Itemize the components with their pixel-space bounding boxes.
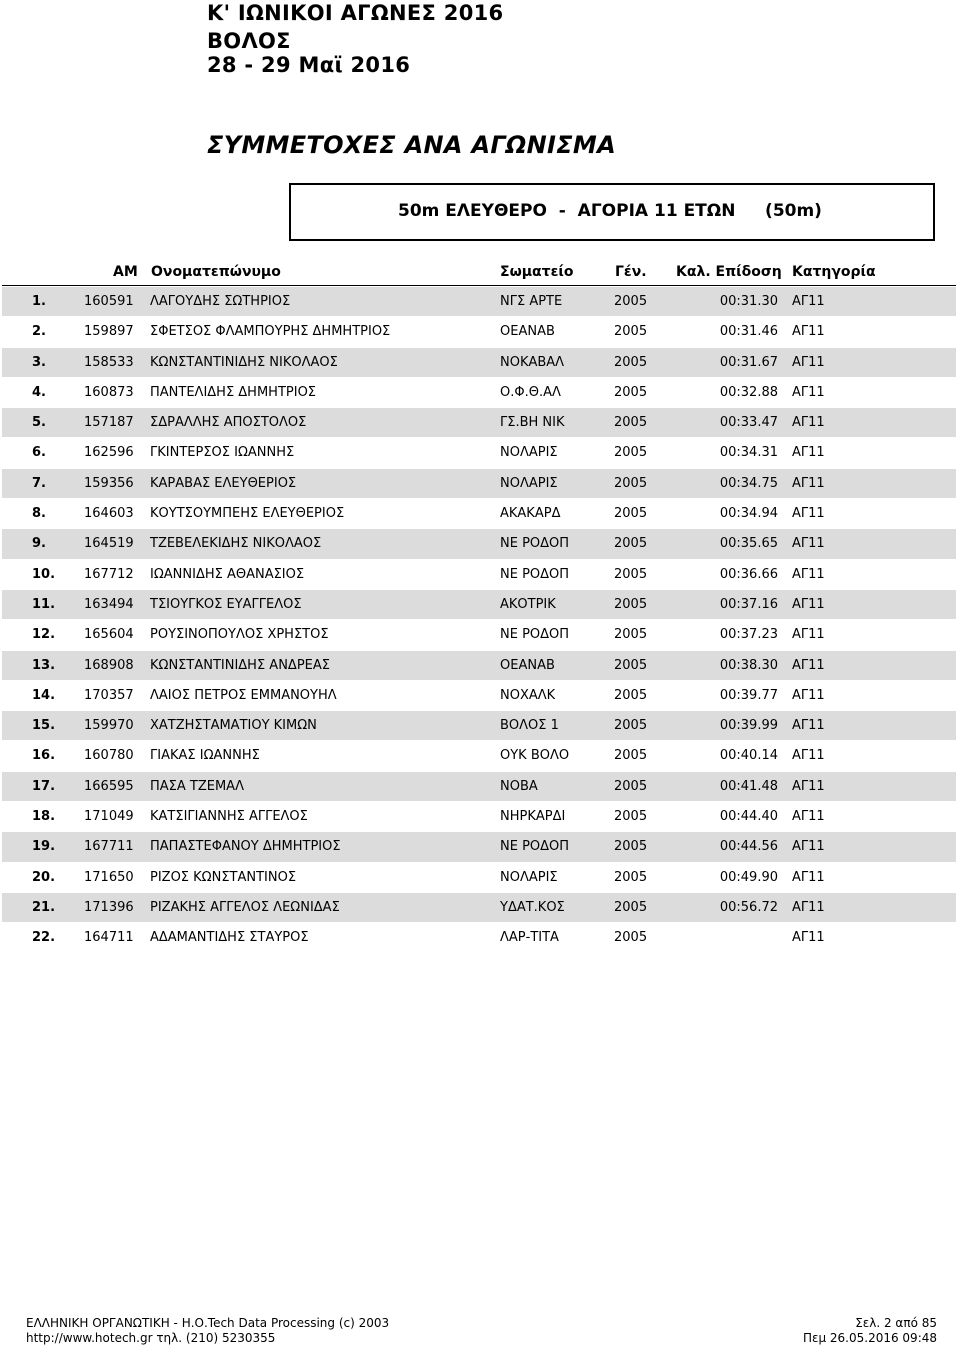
- header-divider: [2, 285, 956, 286]
- row-entry-time: 00:33.47: [719, 415, 778, 431]
- column-header-gender: Γέν.: [615, 264, 647, 280]
- meet-dates: 28 - 29 Μαϊ 2016: [207, 53, 411, 77]
- row-swimmer-name: ΚΟΥΤΣΟΥΜΠΕΗΣ ΕΛΕΥΘΕΡΙΟΣ: [150, 506, 345, 522]
- row-club: ΟΕΑΝΑΒ: [500, 657, 555, 673]
- table-row: [2, 711, 956, 741]
- row-club: ΑΚΟΤΡΙΚ: [500, 596, 556, 612]
- row-entry-time: 00:56.72: [719, 899, 778, 915]
- footer-company: ΕΛΛΗΝΙΚΗ ΟΡΓΑΝΩΤΙΚΗ - Η.Ο.Tech Data Processing (c) 2003: [26, 1316, 390, 1330]
- row-birth-year: 2005: [614, 687, 648, 703]
- row-am: 163494: [84, 596, 134, 612]
- footer-contact: http://www.hotech.gr τηλ. (210) 5230355: [26, 1331, 276, 1345]
- row-entry-time: 00:40.14: [719, 748, 778, 764]
- table-row: [2, 348, 956, 378]
- row-entry-time: 00:31.30: [719, 294, 778, 309]
- row-am: 170357: [84, 687, 134, 703]
- row-am: 171650: [84, 869, 134, 885]
- event-title: 50m ΕΛΕΥΘΕΡΟ - ΑΓΟΡΙΑ 11 ΕΤΩΝ (50m): [398, 201, 822, 221]
- row-club: ΝΕ ΡΟΔΟΠ: [500, 627, 570, 643]
- row-birth-year: 2005: [614, 536, 648, 552]
- meet-city: ΒΟΛΟΣ: [207, 29, 291, 53]
- page-title: ΣΥΜΜΕΤΟΧΕΣ ΑΝΑ ΑΓΩΝΙΣΜΑ: [207, 131, 616, 159]
- row-swimmer-name: ΑΔΑΜΑΝΤΙΔΗΣ ΣΤΑΥΡΟΣ: [150, 930, 309, 946]
- row-swimmer-name: ΠΑΠΑΣΤΕΦΑΝΟΥ ΔΗΜΗΤΡΙΟΣ: [150, 839, 341, 855]
- row-club: ΝΟΧΑΛΚ: [500, 687, 556, 703]
- row-category: ΑΓ11: [792, 627, 825, 643]
- row-birth-year: 2005: [614, 415, 648, 431]
- row-birth-year: 2005: [614, 930, 648, 946]
- row-category: ΑΓ11: [792, 718, 825, 734]
- column-header-club: Σωματείο: [500, 264, 574, 280]
- column-header-name: Ονοματεπώνυμο: [151, 264, 281, 280]
- table-row: [2, 438, 956, 468]
- row-club: ΟΕΑΝΑΒ: [500, 324, 555, 340]
- row-birth-year: 2005: [614, 294, 648, 309]
- row-position: 21.: [32, 899, 56, 915]
- row-entry-time: 00:36.66: [719, 566, 778, 582]
- row-category: ΑΓ11: [792, 536, 825, 552]
- row-category: ΑΓ11: [792, 445, 825, 461]
- row-birth-year: 2005: [614, 899, 648, 915]
- row-birth-year: 2005: [614, 354, 648, 370]
- row-swimmer-name: ΣΔΡΑΛΛΗΣ ΑΠΟΣΤΟΛΟΣ: [150, 415, 307, 431]
- row-am: 160873: [84, 384, 134, 400]
- row-am: 164519: [84, 536, 134, 552]
- row-category: ΑΓ11: [792, 748, 825, 764]
- row-club: ΛΑΡ-ΤΙΤΑ: [500, 930, 559, 946]
- row-am: 158533: [84, 354, 134, 370]
- row-am: 164603: [84, 506, 134, 522]
- row-position: 5.: [32, 415, 46, 431]
- row-category: ΑΓ11: [792, 778, 825, 794]
- row-am: 159897: [84, 324, 134, 340]
- row-entry-time: 00:31.46: [719, 324, 778, 340]
- table-row: [2, 681, 956, 711]
- row-club: ΑΚΑΚΑΡΔ: [500, 506, 561, 522]
- row-swimmer-name: ΡΙΖΑΚΗΣ ΑΓΓΕΛΟΣ ΛΕΩΝΙΔΑΣ: [150, 899, 340, 915]
- row-position: 14.: [32, 687, 56, 703]
- table-row: [2, 832, 956, 862]
- row-swimmer-name: ΚΩΝΣΤΑΝΤΙΝΙΔΗΣ ΑΝΔΡΕΑΣ: [150, 657, 330, 673]
- row-position: 20.: [32, 869, 56, 885]
- row-position: 9.: [32, 536, 46, 552]
- table-row: [2, 317, 956, 347]
- row-category: ΑΓ11: [792, 687, 825, 703]
- table-row: [2, 287, 956, 317]
- row-swimmer-name: ΠΑΝΤΕΛΙΔΗΣ ΔΗΜΗΤΡΙΟΣ: [150, 384, 317, 400]
- row-swimmer-name: ΛΑΓΟΥΔΗΣ ΣΩΤΗΡΙΟΣ: [150, 294, 291, 309]
- table-row: [2, 590, 956, 620]
- row-club: ΟΥΚ ΒΟΛΟ: [500, 748, 570, 764]
- row-entry-time: 00:34.94: [719, 506, 778, 522]
- column-header-am: ΑΜ: [113, 264, 138, 280]
- row-swimmer-name: ΤΖΕΒΕΛΕΚΙΔΗΣ ΝΙΚΟΛΑΟΣ: [150, 536, 322, 552]
- row-position: 2.: [32, 324, 46, 340]
- table-row: [2, 560, 956, 590]
- row-am: 164711: [84, 930, 134, 946]
- row-am: 165604: [84, 627, 134, 643]
- table-row: [2, 802, 956, 832]
- row-position: 13.: [32, 657, 56, 673]
- row-position: 11.: [32, 596, 56, 612]
- table-row: [2, 923, 956, 953]
- row-club: ΝΓΣ ΑΡΤΕ: [500, 294, 563, 309]
- row-category: ΑΓ11: [792, 930, 825, 946]
- row-category: ΑΓ11: [792, 415, 825, 431]
- row-am: 166595: [84, 778, 134, 794]
- table-row: [2, 741, 956, 771]
- row-birth-year: 2005: [614, 718, 648, 734]
- table-row: [2, 499, 956, 529]
- row-position: 8.: [32, 506, 46, 522]
- row-club: ΥΔΑΤ.ΚΟΣ: [500, 899, 565, 915]
- row-category: ΑΓ11: [792, 506, 825, 522]
- row-entry-time: 00:35.65: [719, 536, 778, 552]
- row-position: 19.: [32, 839, 56, 855]
- column-header-entry-time: Καλ. Επίδοση: [676, 264, 782, 280]
- row-birth-year: 2005: [614, 506, 648, 522]
- row-position: 17.: [32, 778, 56, 794]
- row-club: ΝΕ ΡΟΔΟΠ: [500, 566, 570, 582]
- footer-timestamp: Πεμ 26.05.2016 09:48: [802, 1331, 937, 1345]
- row-birth-year: 2005: [614, 839, 648, 855]
- meet-title: Κ' ΙΩΝΙΚΟΙ ΑΓΩΝΕΣ 2016: [207, 1, 504, 25]
- row-position: 16.: [32, 748, 56, 764]
- footer-page-number: Σελ. 2 από 85: [855, 1316, 937, 1330]
- row-category: ΑΓ11: [792, 809, 825, 825]
- row-birth-year: 2005: [614, 869, 648, 885]
- row-club: ΝΟΚΑΒΑΛ: [500, 354, 565, 370]
- table-row: [2, 529, 956, 559]
- row-category: ΑΓ11: [792, 354, 825, 370]
- row-swimmer-name: ΠΑΣΑ ΤΖΕΜΑΛ: [150, 778, 244, 794]
- row-swimmer-name: ΤΣΙΟΥΓΚΟΣ ΕΥΑΓΓΕΛΟΣ: [150, 596, 302, 612]
- row-entry-time: 00:49.90: [719, 869, 778, 885]
- column-header-category: Κατηγορία: [792, 264, 876, 280]
- row-birth-year: 2005: [614, 657, 648, 673]
- entries-table: [2, 287, 956, 954]
- table-row: [2, 378, 956, 408]
- row-am: 157187: [84, 415, 134, 431]
- row-swimmer-name: ΡΟΥΣΙΝΟΠΟΥΛΟΣ ΧΡΗΣΤΟΣ: [150, 627, 329, 643]
- row-am: 160780: [84, 748, 134, 764]
- row-club: ΝΕ ΡΟΔΟΠ: [500, 536, 570, 552]
- table-row: [2, 620, 956, 650]
- row-am: 159970: [84, 718, 134, 734]
- row-position: 18.: [32, 809, 56, 825]
- row-position: 1.: [32, 294, 46, 309]
- row-entry-time: 00:31.67: [719, 354, 778, 370]
- row-entry-time: 00:32.88: [719, 384, 778, 400]
- row-club: ΝΟΛΑΡΙΣ: [500, 869, 558, 885]
- row-position: 12.: [32, 627, 56, 643]
- row-entry-time: 00:44.40: [719, 809, 778, 825]
- row-category: ΑΓ11: [792, 294, 825, 309]
- row-position: 3.: [32, 354, 46, 370]
- row-birth-year: 2005: [614, 778, 648, 794]
- row-entry-time: 00:37.23: [719, 627, 778, 643]
- row-birth-year: 2005: [614, 596, 648, 612]
- row-position: 22.: [32, 930, 56, 946]
- row-swimmer-name: ΙΩΑΝΝΙΔΗΣ ΑΘΑΝΑΣΙΟΣ: [150, 566, 305, 582]
- table-row: [2, 772, 956, 802]
- row-entry-time: 00:34.31: [719, 445, 778, 461]
- row-birth-year: 2005: [614, 748, 648, 764]
- row-swimmer-name: ΓΚΙΝΤΕΡΣΟΣ ΙΩΑΝΝΗΣ: [150, 445, 295, 461]
- row-club: ΓΣ.ΒΗ ΝΙΚ: [500, 415, 565, 431]
- row-swimmer-name: ΛΑΙΟΣ ΠΕΤΡΟΣ ΕΜΜΑΝΟΥΗΛ: [150, 687, 337, 703]
- row-entry-time: 00:38.30: [719, 657, 778, 673]
- row-position: 7.: [32, 475, 46, 491]
- row-category: ΑΓ11: [792, 899, 825, 915]
- row-swimmer-name: ΧΑΤΖΗΣΤΑΜΑΤΙΟΥ ΚΙΜΩΝ: [150, 718, 317, 734]
- row-entry-time: 00:34.75: [719, 475, 778, 491]
- row-swimmer-name: ΚΑΡΑΒΑΣ ΕΛΕΥΘΕΡΙΟΣ: [150, 475, 297, 491]
- row-am: 171396: [84, 899, 134, 915]
- row-category: ΑΓ11: [792, 475, 825, 491]
- table-row: [2, 651, 956, 681]
- row-category: ΑΓ11: [792, 657, 825, 673]
- row-club: ΝΟΛΑΡΙΣ: [500, 445, 558, 461]
- row-club: ΝΟΒΑ: [500, 778, 538, 794]
- row-position: 10.: [32, 566, 56, 582]
- row-swimmer-name: ΚΩΝΣΤΑΝΤΙΝΙΔΗΣ ΝΙΚΟΛΑΟΣ: [150, 354, 338, 370]
- row-am: 160591: [84, 294, 134, 309]
- row-category: ΑΓ11: [792, 324, 825, 340]
- row-club: ΝΕ ΡΟΔΟΠ: [500, 839, 570, 855]
- row-category: ΑΓ11: [792, 839, 825, 855]
- row-am: 162596: [84, 445, 134, 461]
- row-am: 159356: [84, 475, 134, 491]
- row-birth-year: 2005: [614, 445, 648, 461]
- row-club: Ο.Φ.Θ.ΑΛ: [500, 384, 561, 400]
- row-category: ΑΓ11: [792, 384, 825, 400]
- row-entry-time: 00:41.48: [719, 778, 778, 794]
- row-birth-year: 2005: [614, 566, 648, 582]
- row-category: ΑΓ11: [792, 596, 825, 612]
- row-am: 168908: [84, 657, 134, 673]
- row-entry-time: 00:39.99: [719, 718, 778, 734]
- table-row: [2, 408, 956, 438]
- row-entry-time: 00:37.16: [719, 596, 778, 612]
- row-club: ΝΟΛΑΡΙΣ: [500, 475, 558, 491]
- row-birth-year: 2005: [614, 475, 648, 491]
- row-swimmer-name: ΡΙΖΟΣ ΚΩΝΣΤΑΝΤΙΝΟΣ: [150, 869, 297, 885]
- row-swimmer-name: ΚΑΤΣΙΓΙΑΝΝΗΣ ΑΓΓΕΛΟΣ: [150, 809, 308, 825]
- table-row: [2, 469, 956, 499]
- table-row: [2, 893, 956, 923]
- row-birth-year: 2005: [614, 384, 648, 400]
- row-entry-time: 00:39.77: [719, 687, 778, 703]
- row-position: 15.: [32, 718, 56, 734]
- row-birth-year: 2005: [614, 809, 648, 825]
- row-position: 4.: [32, 384, 46, 400]
- row-birth-year: 2005: [614, 324, 648, 340]
- row-club: ΝΗΡΚΑΡΔΙ: [500, 809, 566, 825]
- row-category: ΑΓ11: [792, 566, 825, 582]
- row-swimmer-name: ΓΙΑΚΑΣ ΙΩΑΝΝΗΣ: [150, 748, 260, 764]
- row-birth-year: 2005: [614, 627, 648, 643]
- row-am: 171049: [84, 809, 134, 825]
- row-entry-time: 00:44.56: [719, 839, 778, 855]
- table-row: [2, 863, 956, 893]
- row-position: 6.: [32, 445, 46, 461]
- row-category: ΑΓ11: [792, 869, 825, 885]
- row-swimmer-name: ΣΦΕΤΣΟΣ ΦΛΑΜΠΟΥΡΗΣ ΔΗΜΗΤΡΙΟΣ: [150, 324, 391, 340]
- row-club: ΒΟΛΟΣ 1: [500, 718, 559, 734]
- row-am: 167711: [84, 839, 134, 855]
- row-am: 167712: [84, 566, 134, 582]
